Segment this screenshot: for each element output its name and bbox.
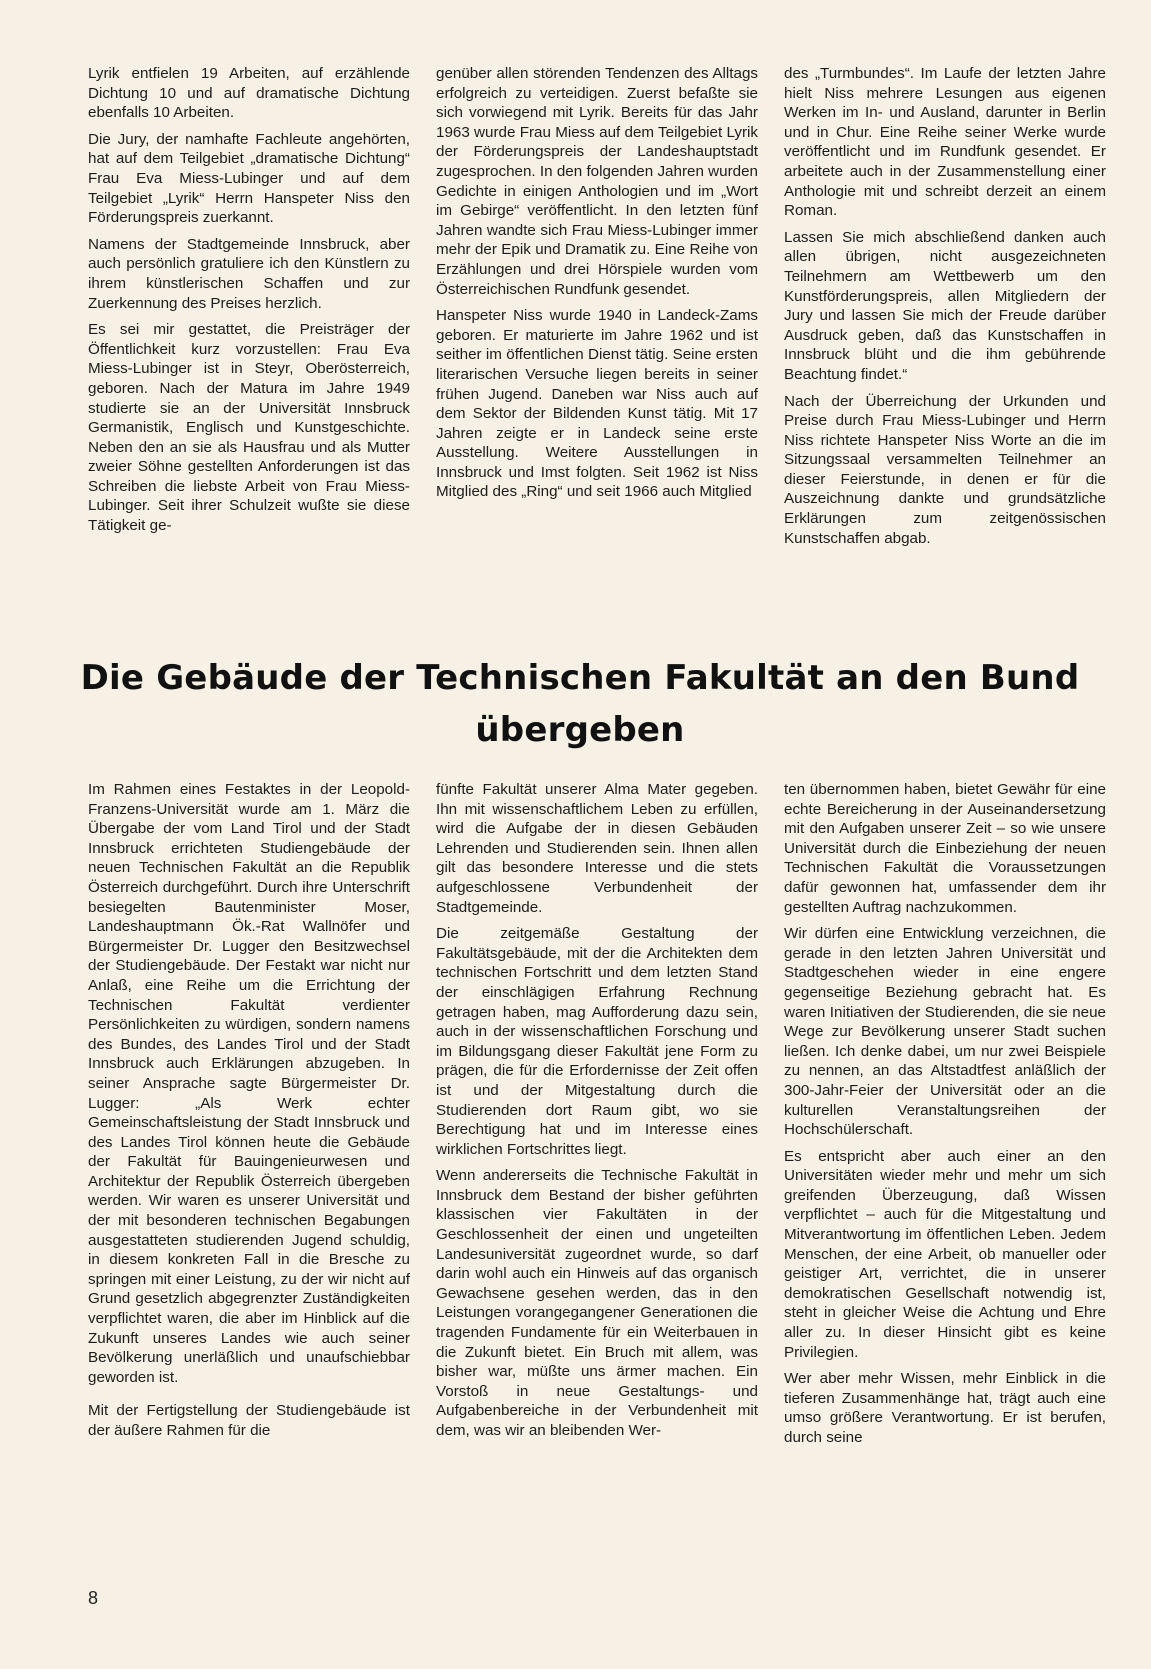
- paragraph: Wir dürfen eine Entwicklung verzeichnen, die gerade in den letzten Jahren Universität und Stadtgeschehen wieder in eine engere gegenseitige Beziehung gebracht hat. Es waren Initiativen der Studierenden, die sie neue Wege zur Bevölkerung unserer Stadt suchen ließen. Ich denke dabei, um nur zwei Beispiele zu nennen, an das Altstadtfest anläßlich der 300-Jahr-Feier der Universität oder an die kulturellen Veranstaltungsreihen der Hochschülerschaft.: [784, 925, 1106, 1139]
- top-column-1: [88, 64, 410, 624]
- paragraph: Namens der Stadtgemeinde Innsbruck, aber auch persönlich gratuliere ich den Künstlern zu ihrem künstlerischen Schaffen und zur Zuerkennung des Preises herzlich.: [88, 235, 410, 312]
- article-headline: Die Gebäude der Technischen Fakultät an den Bund übergeben: [80, 658, 1080, 750]
- paragraph: Hanspeter Niss wurde 1940 in Landeck-Zams geboren. Er maturierte im Jahre 1962 und ist seither im öffentlichen Dienst tätig. Seine ersten literarischen Versuche liegen bereits in seiner frühen Jugend. Daneben war Niss auch auf dem Sektor der Bildenden Kunst tätig. Mit 17 Jahren zeigte er in Landeck seine erste Ausstellung. Weitere Ausstellungen in Innsbruck und Imst folgten. Seit 1962 ist Niss Mitglied des „Ring“ und seit 1966 auch Mitglied: [436, 307, 758, 501]
- paragraph: Nach der Überreichung der Urkunden und Preise durch Frau Miess-Lubinger und Herrn Niss richtete Hanspeter Niss Worte an die im Sitzungssaal versammelten Teilnehmer an dieser Feierstunde, in denen er für die Auszeichnung dankte und grundsätzliche Erklärungen zum zeitgenössischen Kunstschaffen abgab.: [784, 392, 1106, 547]
- paragraph: Im Rahmen eines Festaktes in der Leopold-Franzens-Universität wurde am 1. März die Übergabe der vom Land Tirol und der Stadt Innsbruck errichteten Studiengebäude der neuen Technischen Fakultät an die Republik Österreich durchgeführt. Durch ihre Unterschrift besiegelten Bautenminister Moser, Landeshauptmann Ök.-Rat Wallnöfer und Bürgermeister Dr. Lugger den Besitzwechsel der Studiengebäude. Der Festakt war nicht nur Anlaß, eine Reihe um die Errichtung der Technischen Fakultät verdienter Persönlichkeiten zu würdigen, sondern namens des Bundes, des Landes Tirol und der Stadt Innsbruck auch Erklärungen abzugeben. In seiner Ansprache sagte Bürgermeister Dr. Lugger: „Als Werk echter Gemeinschaftsleistung der Stadt Innsbruck und des Landes Tirol können heute die Gebäude der Fakultät für Bauingenieurwesen und Architektur der Republik Österreich übergeben werden. Wir waren es unserer Universität und der mit besonderen technischen Begabungen ausgestatteten studierenden Jugend schuldig, in diesem konkreten Fall in die Bresche zu springen mit einer Leistung, zu der wir nicht auf Grund gesetzlich abgegrenzter Zuständigkeiten verpflichtet waren, die aber im Hinblick auf die Zukunft unseres Landes wie auch seiner Bevölkerung unerläßlich und unaufschiebbar geworden ist.: [88, 781, 410, 1386]
- paragraph: des „Turmbundes“. Im Laufe der letzten Jahre hielt Niss mehrere Lesungen aus eigenen Werken im In- und Ausland, darunter in Berlin und in Chur. Eine Reihe seiner Werke wurde veröffentlicht und im Rundfunk gesendet. Er arbeitete auch in der Zusammenstellung einer Anthologie mit und schreibt derzeit an einem Roman.: [784, 65, 1106, 220]
- paragraph: Lyrik entfielen 19 Arbeiten, auf erzählende Dichtung 10 und auf dramatische Dichtung ebenfalls 10 Arbeiten.: [88, 65, 410, 122]
- paragraph: Die zeitgemäße Gestaltung der Fakultätsgebäude, mit der die Architekten dem technischen Fortschritt und dem letzten Stand der einschlägigen Erfahrung Rechnung getragen haben, mag Aufforderung dazu sein, auch in der wissenschaftlichen Forschung und im Bildungsgang dieser Fakultät jene Form zu prägen, die für die Erfordernisse der Zeit offen ist und der Mitgestaltung durch die Studierenden dort Raum gibt, wo sie Berechtigung hat und im Interesse eines wirklichen Fortschrittes liegt.: [436, 925, 758, 1158]
- paragraph: Es entspricht aber auch einer an den Universitäten wieder mehr und mehr um sich greifenden Überzeugung, daß Wissen verpflichtet – auch für die Mitgestaltung und Mitverantwortung im öffentlichen Leben. Jedem Menschen, der eine Arbeit, ob manueller oder geistiger Art, verrichtet, die in unserer demokratischen Gesellschaft notwendig ist, steht in gleicher Weise die Achtung und Ehre aller zu. In dieser Hinsicht gibt es keine Privilegien.: [784, 1147, 1106, 1361]
- paragraph: Es sei mir gestattet, die Preisträger der Öffentlichkeit kurz vorzustellen: Frau Eva Miess-Lubinger ist in Steyr, Oberösterreich, geboren. Nach der Matura im Jahre 1949 studierte sie an der Universität Innsbruck Germanistik, Englisch und Kunstgeschichte. Neben den an sie als Hausfrau und als Mutter zweier Söhne gestellten Anforderungen ist das Schreiben die liebste Arbeit von Frau Miess-Lubinger. Seit ihrer Schulzeit wußte sie diese Tätigkeit ge-: [88, 321, 410, 535]
- top-column-2: [436, 64, 758, 624]
- paragraph: genüber allen störenden Tendenzen des Alltags erfolgreich zu verteidigen. Zuerst befaßte sie sich vorwiegend mit Lyrik. Bereits für das Jahr 1963 wurde Frau Miess auf dem Teilgebiet Lyrik der Förderungspreis der Landeshauptstadt zugesprochen. In den folgenden Jahren wurden Gedichte in einigen Anthologien und im „Wort im Gebirge“ veröffentlicht. In den letzten fünf Jahren wandte sich Frau Miess-Lubinger immer mehr der Epik und Dramatik zu. Eine Reihe von Erzählungen und drei Hörspiele wurden vom Österreichischen Rundfunk gesendet.: [436, 65, 758, 298]
- bottom-column-2: [436, 780, 758, 1570]
- paragraph: Mit der Fertigstellung der Studiengebäude ist der äußere Rahmen für die: [88, 1402, 410, 1439]
- paragraph: fünfte Fakultät unserer Alma Mater gegeben. Ihn mit wissenschaftlichem Leben zu erfüllen, wird die Aufgabe der in diesen Gebäuden Lehrenden und Studierenden sein. Ihnen allen gilt das besondere Interesse und die stets aufgeschlossene Verbundenheit der Stadtgemeinde.: [436, 781, 758, 916]
- paragraph: Wenn andererseits die Technische Fakultät in Innsbruck dem Bestand der bisher geführten klassischen vier Fakultäten in der Geschlossenheit der einen und ungeteilten Landesuniversität zugeordnet wurde, so darf darin wohl auch ein Hinweis auf das organisch Gewachsene gesehen werden, das in den Leistungen vorangegangener Generationen die tragenden Fundamente für ein Weiterbauen in die Zukunft bietet. Ein Bruch mit allem, was bisher war, müßte uns ärmer machen. Ein Vorstoß in neue Gestaltungs- und Aufgabenbereiche in der Verbundenheit mit dem, was wir an bleibenden Wer-: [436, 1167, 758, 1439]
- paragraph: Wer aber mehr Wissen, mehr Einblick in die tieferen Zusammenhänge hat, trägt auch eine umso größere Verantwortung. Er ist berufen, durch seine: [784, 1370, 1106, 1446]
- paragraph: Die Jury, der namhafte Fachleute angehörten, hat auf dem Teilgebiet „dramatische Dichtung“ Frau Eva Miess-Lubinger und auf dem Teilgebiet „Lyrik“ Herrn Hanspeter Niss den Förderungspreis zuerkannt.: [88, 130, 410, 227]
- paragraph: Lassen Sie mich abschließend danken auch allen übrigen, nicht ausgezeichneten Teilnehmern am Wettbewerb um den Kunstförderungspreis, allen Mitgliedern der Jury und lassen Sie mich der Freude darüber Ausdruck geben, daß das Kunstschaffen in Innsbruck blüht und die ihm gebührende Beachtung findet.“: [784, 228, 1106, 383]
- bottom-article-columns: [88, 780, 1106, 1570]
- paragraph: ten übernommen haben, bietet Gewähr für eine echte Bereicherung in der Auseinandersetzung mit den Aufgaben unserer Zeit – so wie unsere Universität durch die Einbeziehung der neuen Technischen Fakultät die Voraussetzungen dafür gewonnen hat, umfassender dem ihr gestellten Auftrag nachzukommen.: [784, 781, 1106, 916]
- top-article-columns: [88, 64, 1106, 624]
- bottom-column-3: [784, 780, 1106, 1570]
- bottom-column-1: [88, 780, 410, 1570]
- top-column-3: [784, 64, 1106, 624]
- page-number: 8: [88, 1588, 99, 1608]
